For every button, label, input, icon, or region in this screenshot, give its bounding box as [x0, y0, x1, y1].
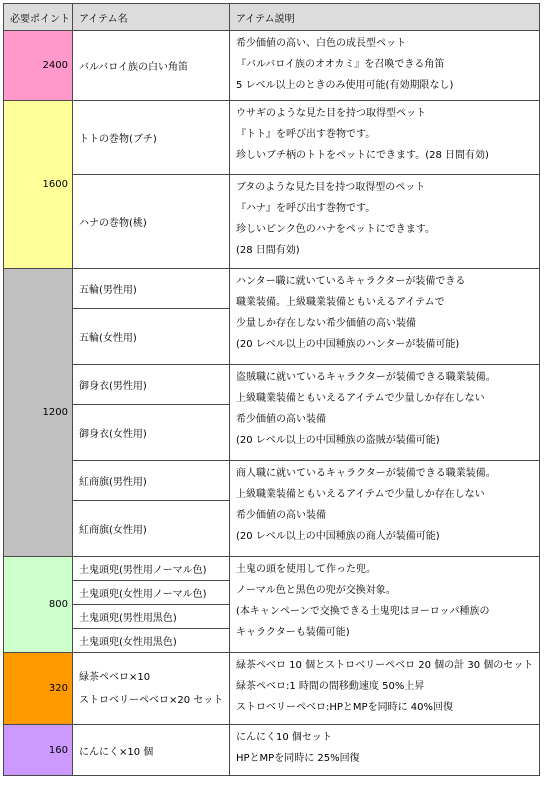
item-name [73, 653, 230, 725]
item-name: 紅商旗(男性用) [73, 461, 230, 501]
header-item-description: アイテム説明 [230, 4, 540, 31]
table-row [4, 269, 540, 309]
table-row [4, 557, 540, 581]
description-line: 珍しいブチ柄のトトをペットにできます。(28 日間有効) [236, 150, 489, 161]
item-name: 御身衣(男性用) [73, 365, 230, 405]
points-cell: 1600 [4, 101, 73, 269]
item-name: 紅商旗(女性用) [73, 501, 230, 557]
points-cell: 1200 [4, 269, 73, 557]
item-name: にんにく×10 個 [73, 725, 230, 776]
description-line: ブタのような見た目を持つ取得型のペット [236, 182, 426, 193]
description-line: 希少価値の高い装備 [236, 510, 326, 521]
table-row [4, 31, 540, 101]
description-line: ノーマル色と黒色の兜が交換対象。 [236, 585, 396, 596]
table-row [4, 365, 540, 405]
item-name: 御身衣(女性用) [73, 405, 230, 461]
item-name: 土鬼頭兜(女性用ノーマル色) [73, 581, 230, 605]
description-line: 希少価値の高い、白色の成長型ペット [236, 38, 406, 49]
item-description [230, 31, 540, 101]
description-line: ウサギのような見た目を持つ取得型ペット [236, 108, 426, 119]
item-description [230, 461, 540, 557]
item-name: 五輪(男性用) [73, 269, 230, 309]
description-line: 少量しか存在しない希少価値の高い装備 [236, 318, 416, 329]
points-cell: 160 [4, 725, 73, 776]
description-line: 5 レベル以上のときのみ使用可能(有効期限なし) [236, 80, 454, 91]
item-name: 五輪(女性用) [73, 309, 230, 365]
description-line: ストロベリーペベロ:HPとMPを同時に 40%回復 [236, 702, 453, 713]
item-name-line: ストロベリーペベロ×20 セット [79, 694, 224, 706]
description-line: (20 レベル以上の中国種族のハンターが装備可能) [236, 339, 460, 350]
description-line: 『ハナ』を呼び出す巻物です。 [236, 203, 376, 214]
description-line: 珍しいピンク色のハナをペットにできます。 [236, 224, 435, 235]
header-row [4, 4, 540, 31]
description-line: 職業装備。上級職業装備ともいえるアイテムで [236, 297, 445, 308]
item-name: 土鬼頭兜(女性用黒色) [73, 629, 230, 653]
item-description [230, 725, 540, 776]
header-item-name: アイテム名 [73, 4, 230, 31]
description-line: 商人職に就いているキャラクターが装備できる職業装備。 [236, 468, 496, 479]
description-line: (本キャンペーンで交換できる土鬼兜はヨーロッパ種族の [236, 606, 490, 617]
points-cell: 320 [4, 653, 73, 725]
description-line: 緑茶ペベロ 10 個とストロベリーペベロ 20 個の計 30 個のセット [236, 660, 534, 671]
description-line: 希少価値の高い装備 [236, 414, 326, 425]
description-line: 上級職業装備ともいえるアイテムで少量しか存在しない [236, 489, 485, 500]
description-line: 土鬼の頭を使用して作った兜。 [236, 564, 376, 575]
table-row [4, 101, 540, 175]
description-line: 『バルバロイ族のオオカミ』を召喚できる角笛 [236, 59, 445, 70]
description-line: (20 レベル以上の中国種族の盗賊が装備可能) [236, 435, 440, 446]
table-row [4, 653, 540, 725]
item-description [230, 269, 540, 365]
item-description [230, 365, 540, 461]
description-line: 緑茶ペベロ:1 時間の間移動速度 50%上昇 [236, 681, 425, 692]
points-cell: 2400 [4, 31, 73, 101]
description-line: にんにく10 個セット [236, 732, 332, 743]
item-name: 土鬼頭兜(男性用黒色) [73, 605, 230, 629]
description-line: ハンター職に就いているキャラクターが装備できる [236, 276, 466, 287]
item-name: トトの巻物(ブチ) [73, 101, 230, 175]
item-description [230, 653, 540, 725]
description-line: (28 日間有効) [236, 245, 300, 256]
item-description [230, 101, 540, 175]
description-line: 盗賊職に就いているキャラクターが装備できる職業装備。 [236, 372, 496, 383]
exchange-items-table [3, 3, 540, 776]
description-line: HPとMPを同時に 25%回復 [236, 753, 360, 764]
points-cell: 800 [4, 557, 73, 653]
item-name: 土鬼頭兜(男性用ノーマル色) [73, 557, 230, 581]
item-description [230, 557, 540, 653]
header-points: 必要ポイント [4, 4, 73, 31]
description-line: キャラクターも装備可能) [236, 627, 350, 638]
table-row [4, 725, 540, 776]
description-line: 『トト』を呼び出す巻物です。 [236, 129, 376, 140]
table-row [4, 461, 540, 501]
description-line: (20 レベル以上の中国種族の商人が装備可能) [236, 531, 440, 542]
table-row [4, 175, 540, 269]
description-line: 上級職業装備ともいえるアイテムで少量しか存在しない [236, 393, 485, 404]
item-name: バルバロイ族の白い角笛 [73, 31, 230, 101]
item-name: ハナの巻物(桃) [73, 175, 230, 269]
item-name-line: 緑茶ペベロ×10 [79, 671, 151, 683]
item-description [230, 175, 540, 269]
